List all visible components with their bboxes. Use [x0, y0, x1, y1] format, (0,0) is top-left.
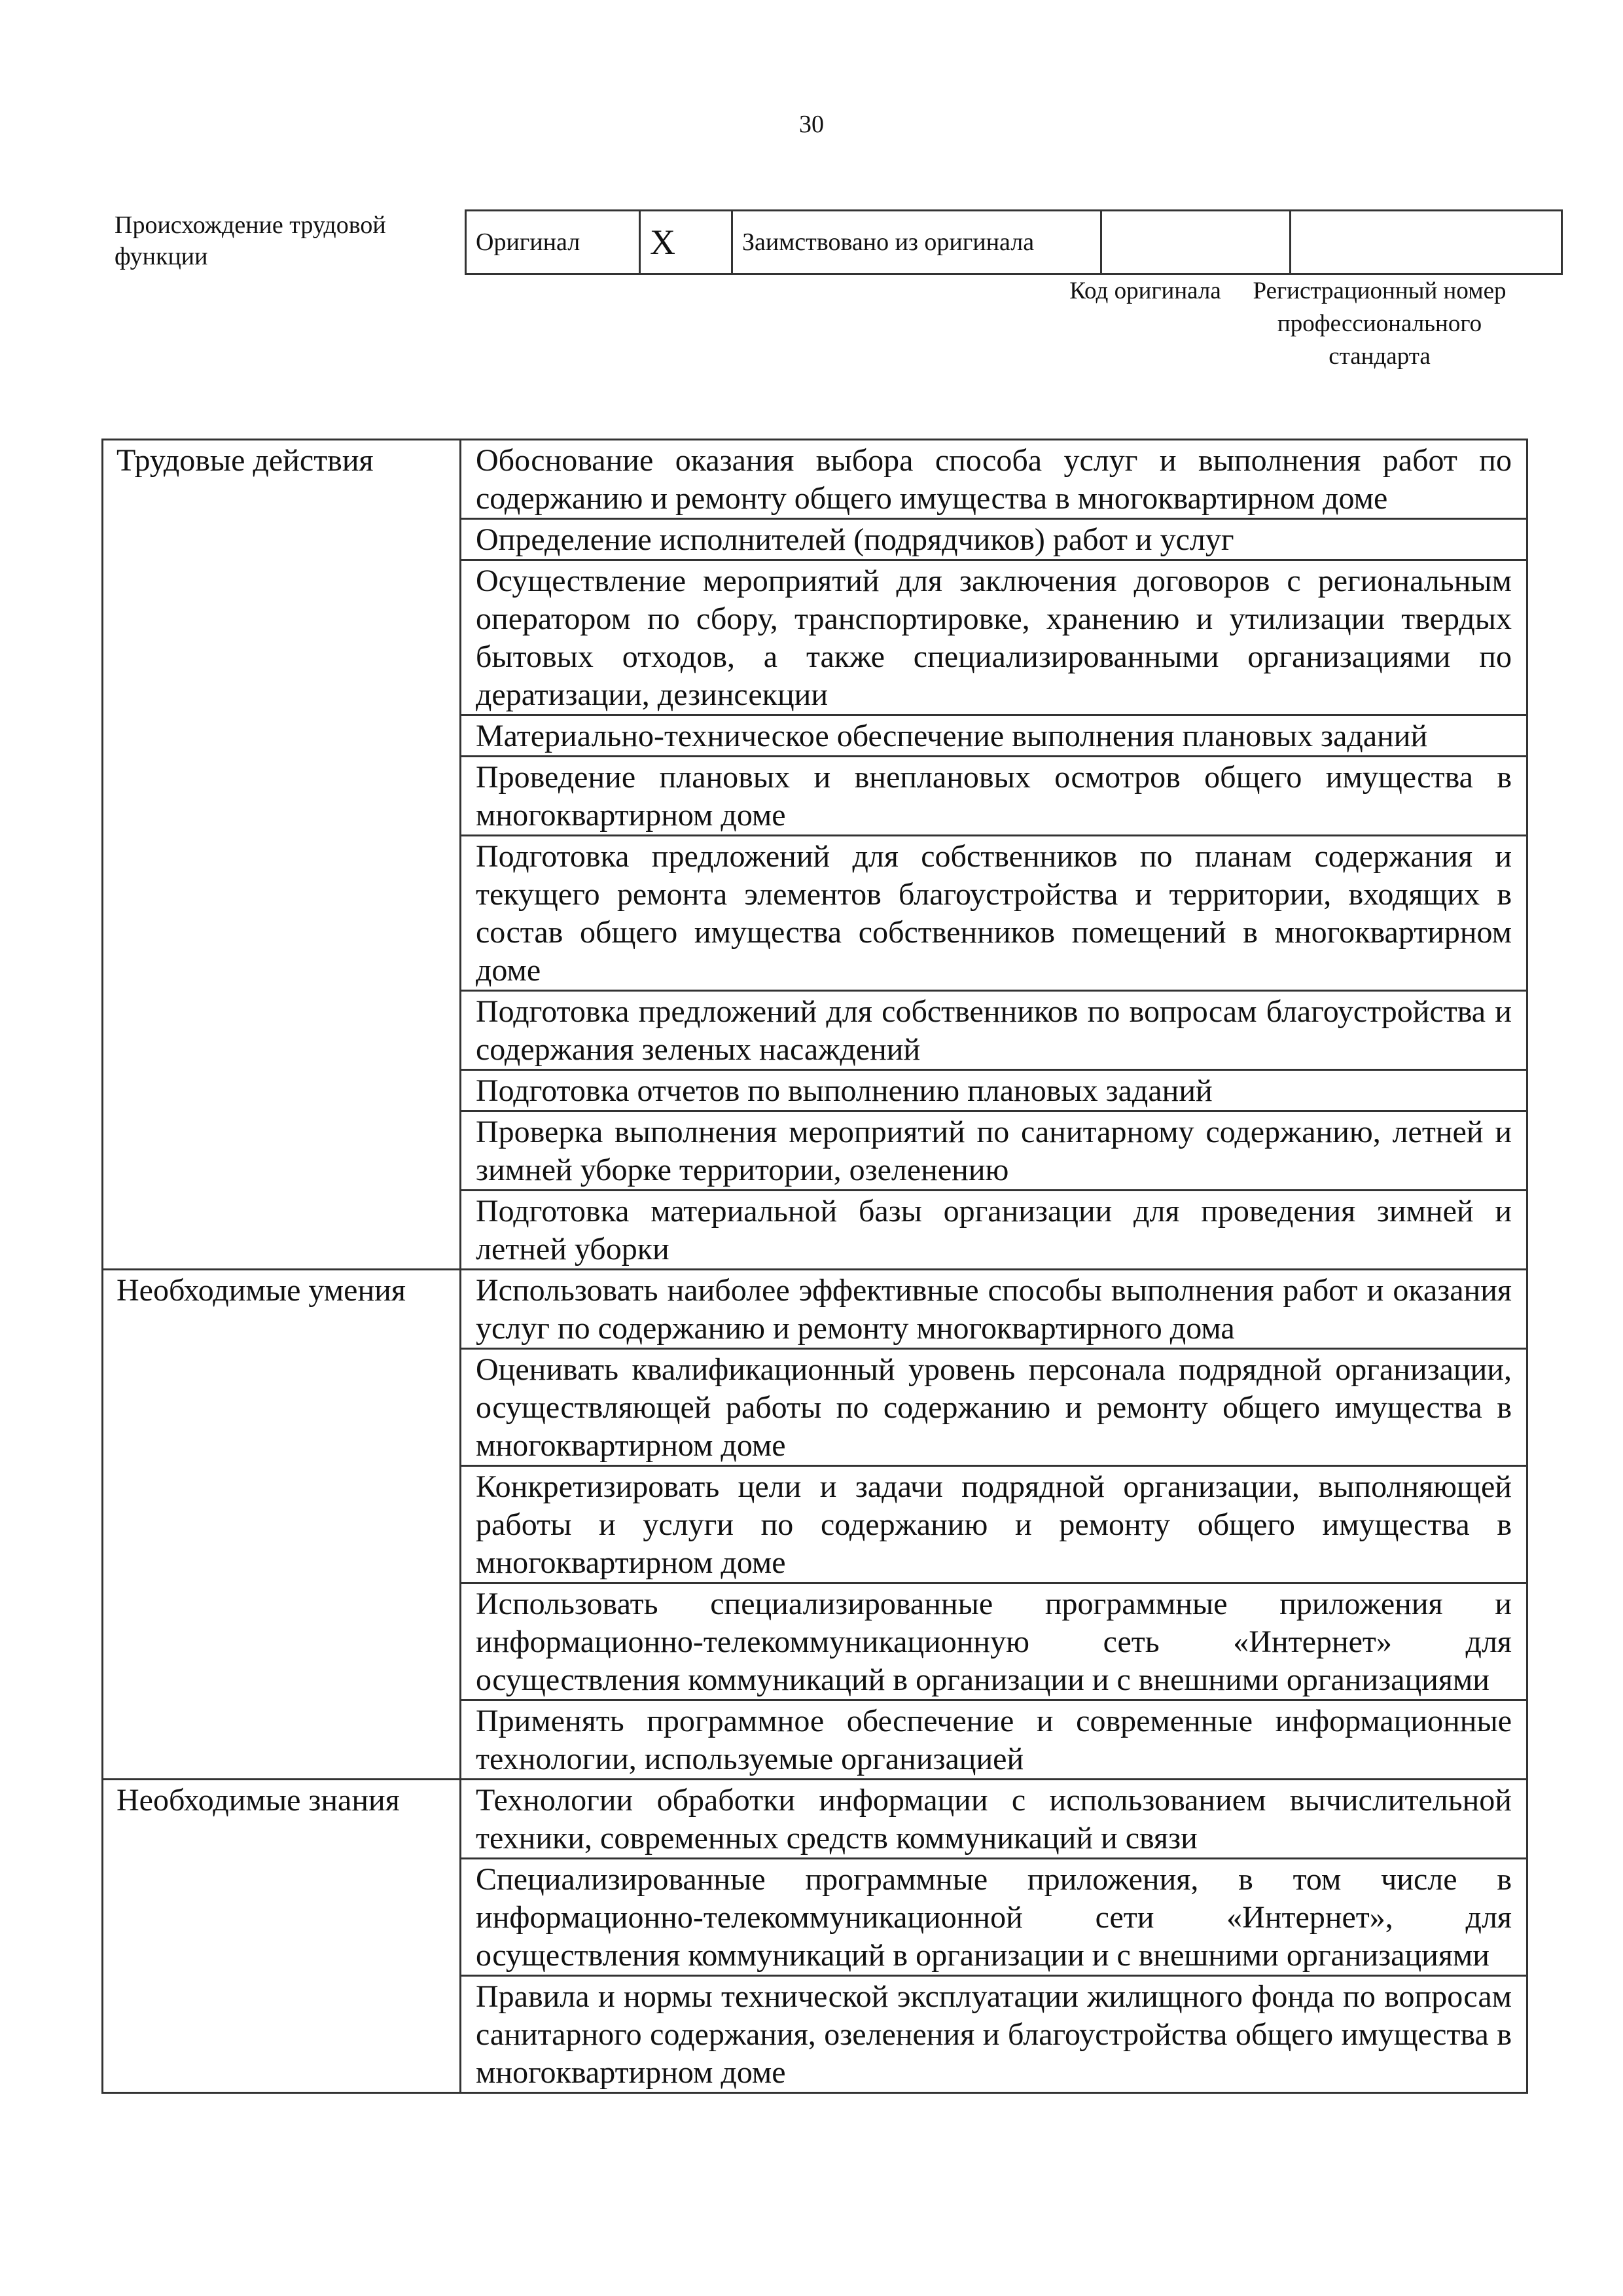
- labor-function-table-body: [103, 440, 1527, 2093]
- section-item: Правила и нормы технической эксплуатации жилищного фонда по вопросам санитарного содержания, озеленения и благоустройства общего имущества в многоквартирном доме: [461, 1976, 1527, 2093]
- section-item: Подготовка отчетов по выполнению плановых заданий: [461, 1070, 1527, 1111]
- section-item: Применять программное обеспечение и современные информационные технологии, используемые организацией: [461, 1700, 1527, 1780]
- section-category: Трудовые действия: [103, 440, 461, 1270]
- original-label: Оригинал: [466, 211, 640, 274]
- origin-table: [465, 209, 1563, 275]
- labor-function-table: [101, 439, 1528, 2094]
- table-row: [103, 440, 1527, 519]
- section-item: Проведение плановых и внеплановых осмотров общего имущества в многоквартирном доме: [461, 757, 1527, 836]
- section-item: Подготовка предложений для собственников по планам содержания и текущего ремонта элементов благоустройства и территории, входящих в состав общего имущества собственников помещений в многоквартирном доме: [461, 836, 1527, 991]
- table-row: [103, 1780, 1527, 1859]
- section-item: Использовать наиболее эффективные способы выполнения работ и оказания услуг по содержанию и ремонту многоквартирного дома: [461, 1270, 1527, 1349]
- original-code-label: Код оригинала: [1069, 278, 1221, 304]
- table-row: [103, 1270, 1527, 1349]
- original-code-cell: [1101, 211, 1291, 274]
- section-category: Необходимые знания: [103, 1780, 461, 2093]
- section-item: Специализированные программные приложения, в том числе в информационно-телекоммуникационной сети «Интернет», для осуществления коммуникаций в организации и с внешними организациями: [461, 1859, 1527, 1976]
- registration-number-cell: [1291, 211, 1562, 274]
- registration-number-label: Регистрационный номер профессионального стандарта: [1253, 278, 1507, 370]
- page-number: 30: [799, 111, 824, 138]
- section-item: Определение исполнителей (подрядчиков) работ и услуг: [461, 519, 1527, 560]
- borrowed-label: Заимствовано из оригинала: [732, 211, 1101, 274]
- section-item: Осуществление мероприятий для заключения договоров с региональным оператором по сбору, транспортировке, хранению и утилизации твердых бытовых отходов, а также специализированными организациями по дератизации, дезинсекции: [461, 560, 1527, 715]
- origin-label: Происхождение трудовой функции: [115, 211, 386, 270]
- section-category: Необходимые умения: [103, 1270, 461, 1780]
- section-item: Технологии обработки информации с использованием вычислительной техники, современных средств коммуникаций и связи: [461, 1780, 1527, 1859]
- section-item: Материально-техническое обеспечение выполнения плановых заданий: [461, 715, 1527, 757]
- section-item: Подготовка предложений для собственников по вопросам благоустройства и содержания зеленых насаждений: [461, 991, 1527, 1070]
- section-item: Обоснование оказания выбора способа услуг и выполнения работ по содержанию и ремонту общего имущества в многоквартирном доме: [461, 440, 1527, 519]
- section-item: Оценивать квалификационный уровень персонала подрядной организации, осуществляющей работы по содержанию и ремонту общего имущества в многоквартирном доме: [461, 1349, 1527, 1466]
- section-item: Использовать специализированные программные приложения и информационно-телекоммуникационную сеть «Интернет» для осуществления коммуникаций в организации и с внешними организациями: [461, 1583, 1527, 1700]
- section-item: Проверка выполнения мероприятий по санитарному содержанию, летней и зимней уборке территории, озеленению: [461, 1111, 1527, 1191]
- original-mark: X: [640, 211, 732, 274]
- section-item: Подготовка материальной базы организации для проведения зимней и летней уборки: [461, 1191, 1527, 1270]
- section-item: Конкретизировать цели и задачи подрядной организации, выполняющей работы и услуги по содержанию и ремонту общего имущества в многоквартирном доме: [461, 1466, 1527, 1583]
